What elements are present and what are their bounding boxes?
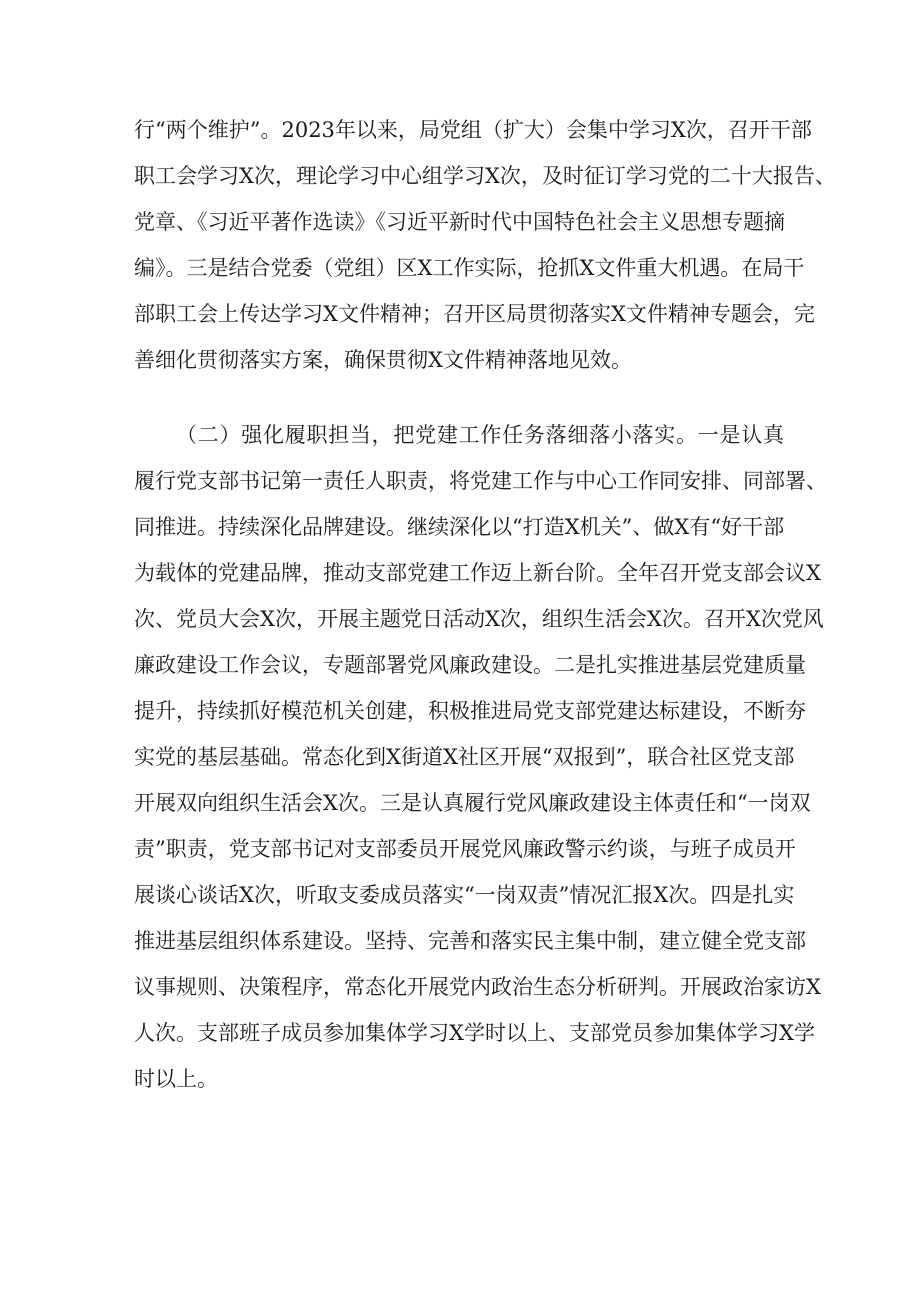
- text-line: 编》。三是结合党委（党组）区X工作实际，抢抓X文件重大机遇。在局干: [134, 256, 805, 280]
- text-line: （二）强化履职担当，把党建工作任务落细落小落实。一是认真: [176, 423, 784, 447]
- text-line: 人次。支部班子成员参加集体学习X学时以上、支部党员参加集体学习X学: [134, 1021, 815, 1045]
- text-line: 行“两个维护”。2023年以来，局党组（扩大）会集中学习X次，召开干部: [134, 118, 812, 142]
- text-line: 党章、《习近平著作选读》《习近平新时代中国特色社会主义思想专题摘: [134, 210, 785, 234]
- text-line: 提升，持续抓好模范机关创建，积极推进局党支部党建达标建设，不断夯: [134, 699, 806, 723]
- text-line: 展谈心谈话X次，听取支委成员落实“一岗双责”情况汇报X次。四是扎实: [134, 883, 795, 907]
- text-line: 责”职责，党支部书记对支部委员开展党风廉政警示约谈，与班子成员开: [134, 837, 796, 861]
- text-line: 议事规则、决策程序，常态化开展党内政治生态分析研判。开展政治家访X: [134, 975, 821, 999]
- text-line: 次、党员大会X次，开展主题党日活动X次，组织生活会X次。召开X次党风: [134, 607, 824, 631]
- text-line: 履行党支部书记第一责任人职责，将党建工作与中心工作同安排、同部署、: [134, 469, 827, 493]
- text-line: 善细化贯彻落实方案，确保贯彻X文件精神落地见效。: [134, 348, 632, 372]
- text-line: 部职工会上传达学习X文件精神；召开区局贯彻落实X文件精神专题会，完: [134, 302, 815, 326]
- text-line: 开展双向组织生活会X次。三是认真履行党风廉政建设主体责任和“一岗双: [134, 791, 811, 815]
- text-line: 廉政建设工作会议，专题部署党风廉政建设。二是扎实推进基层党建质量: [134, 653, 806, 677]
- text-line: 为载体的党建品牌，推动支部党建工作迈上新台阶。全年召开党支部会议X: [134, 561, 821, 585]
- text-line: 时以上。: [134, 1067, 218, 1091]
- text-line: 实党的基层基础。常态化到X街道X社区开展“双报到”，联合社区党支部: [134, 745, 795, 769]
- text-line: 同推进。持续深化品牌建设。继续深化以“打造X机关”、做X有“好干部: [134, 515, 785, 539]
- text-line: 推进基层组织体系建设。坚持、完善和落实民主集中制，建立健全党支部: [134, 929, 806, 953]
- text-line: 职工会学习X次，理论学习中心组学习X次，及时征订学习党的二十大报告、: [134, 164, 836, 188]
